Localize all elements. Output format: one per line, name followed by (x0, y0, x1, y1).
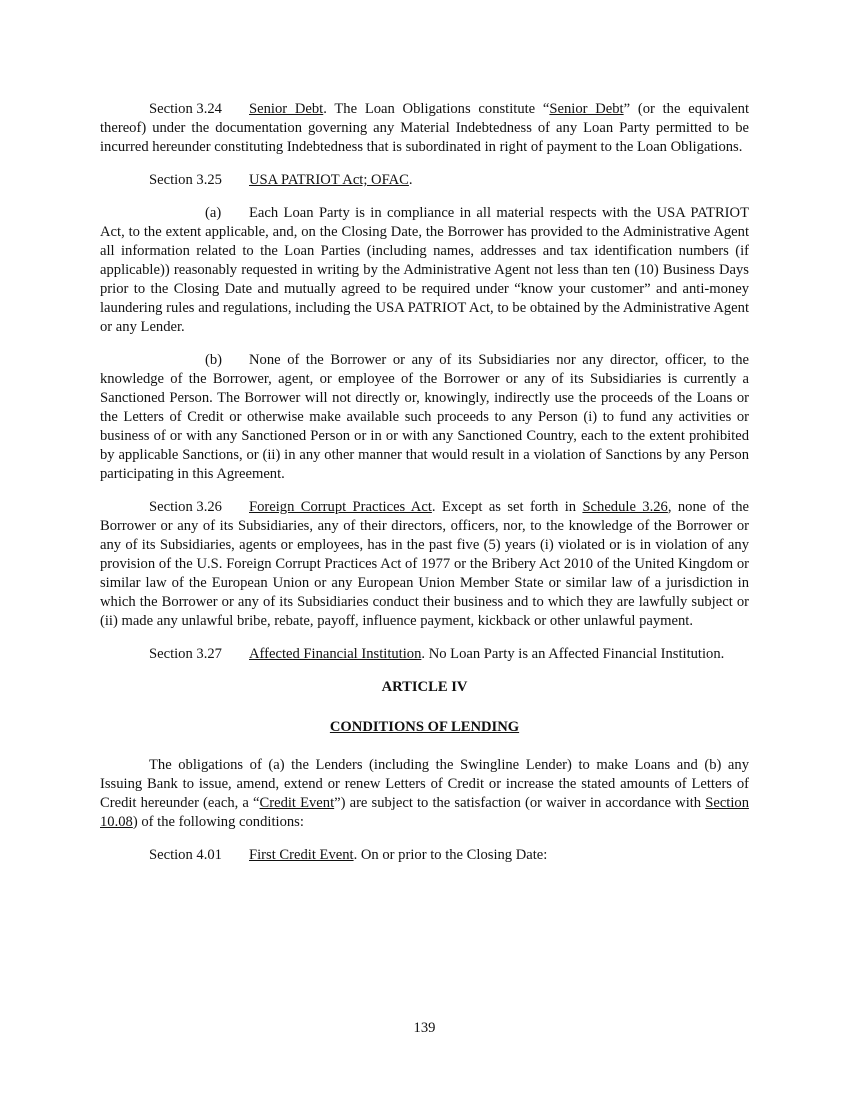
section-title: Foreign Corrupt Practices Act (249, 499, 432, 515)
section-number: Section 3.25 (149, 172, 222, 188)
section-title: USA PATRIOT Act; OFAC (249, 172, 409, 188)
intro-text: The obligations of (a) the Lenders (including the Swingline Lender) to make Loans and (b) any Issuing Bank to issue, amend, extend or renew Letters of Credit or increase the stated amounts of Letters of Credit hereunder (each, a “ (100, 757, 749, 811)
section-text: ” (or the equivalent thereof) under the documentation governing any Material Indebtedness of any Loan Party permitted to be incurred hereunder constituting Indebtedness that is subordinated in right of payment to the Loan Obligations. (100, 101, 749, 155)
section-number: Section 3.26 (149, 499, 222, 515)
clause-label: (b) (205, 352, 223, 368)
section-3-26 (100, 498, 749, 631)
section-title: Affected Financial Institution (249, 646, 422, 662)
clause-text: Each Loan Party is in compliance in all material respects with the USA PATRIOT Act, to the extent applicable, and, on the Closing Date, the Borrower has provided to the Administrative Agent all information related to the Loan Parties (including names, addresses and tax identification numbers (if applicable)) reasonably requested in writing by the Administrative Agent not less than ten (10) Business Days prior to the Closing Date and mutually agreed to be required under “know your customer” and anti-money laundering rules and regulations, including the USA PATRIOT Act, to be obtained by the Administrative Agent or any Lender. (100, 205, 749, 335)
section-number: Section 3.27 (149, 646, 222, 662)
page-number: 139 (413, 1020, 436, 1036)
section-3-25-a (100, 204, 749, 337)
section-text: . Except as set forth in (431, 499, 583, 515)
section-text: . (408, 172, 413, 188)
section-reference: Section 10.08 (100, 795, 749, 830)
section-number: Section 4.01 (149, 847, 222, 863)
section-3-27 (100, 645, 749, 664)
section-3-25-heading (100, 171, 749, 190)
intro-text: ) of the following conditions: (132, 814, 304, 830)
section-3-25-b (100, 351, 749, 484)
defined-term: Credit Event (259, 795, 335, 811)
section-text: , none of the Borrower or any of its Subsidiaries, any of their directors, officers, nor, to the knowledge of the Borrower or any of its Subsidiaries, agents or employees, has in the past five (5) years (i) violated or is in violation of any provision of the U.S. Foreign Corrupt Practices Act of 1977 or the Bribery Act 2010 of the United Kingdom or similar law of the European Union or any European Union Member State or similar law of a jurisdiction in which the Borrower or any of its Subsidiaries conduct their business and to which they are lawfully subject or (ii) made any unlawful bribe, rebate, payoff, influence payment, kickback or other unlawful payment. (100, 499, 750, 629)
section-text: . No Loan Party is an Affected Financial Institution. (421, 646, 725, 662)
intro-text: ”) are subject to the satisfaction (or waiver in accordance with (334, 795, 706, 811)
clause-label: (a) (205, 205, 222, 221)
article-heading: ARTICLE IV (381, 679, 468, 695)
defined-term: Senior Debt (549, 101, 624, 117)
clause-text: None of the Borrower or any of its Subsidiaries nor any director, officer, to the knowledge of the Borrower, agent, or employee of the Borrower or any of its Subsidiaries is currently a Sanctioned Person. The Borrower will not directly or, knowingly, indirectly use the proceeds of the Loans or the Letters of Credit or otherwise make available such proceeds to any Person (i) to fund any activities or business of or with any Sanctioned Person or in or with any Sanctioned Country, each to the extent prohibited by applicable Sanctions, or (ii) in any other manner that would result in a violation of Sanctions by any Person participating in this Agreement. (100, 352, 749, 482)
article-intro (100, 756, 749, 832)
article-subheading: CONDITIONS OF LENDING (329, 719, 520, 735)
section-4-01 (100, 846, 749, 865)
section-3-24 (100, 100, 749, 157)
document-page (100, 100, 749, 865)
section-number: Section 3.24 (149, 101, 222, 117)
section-text: . On or prior to the Closing Date: (353, 847, 548, 863)
schedule-reference: Schedule 3.26 (582, 499, 668, 515)
section-title: Senior Debt (249, 101, 324, 117)
section-title: First Credit Event (249, 847, 354, 863)
section-text: . The Loan Obligations constitute “ (323, 101, 550, 117)
